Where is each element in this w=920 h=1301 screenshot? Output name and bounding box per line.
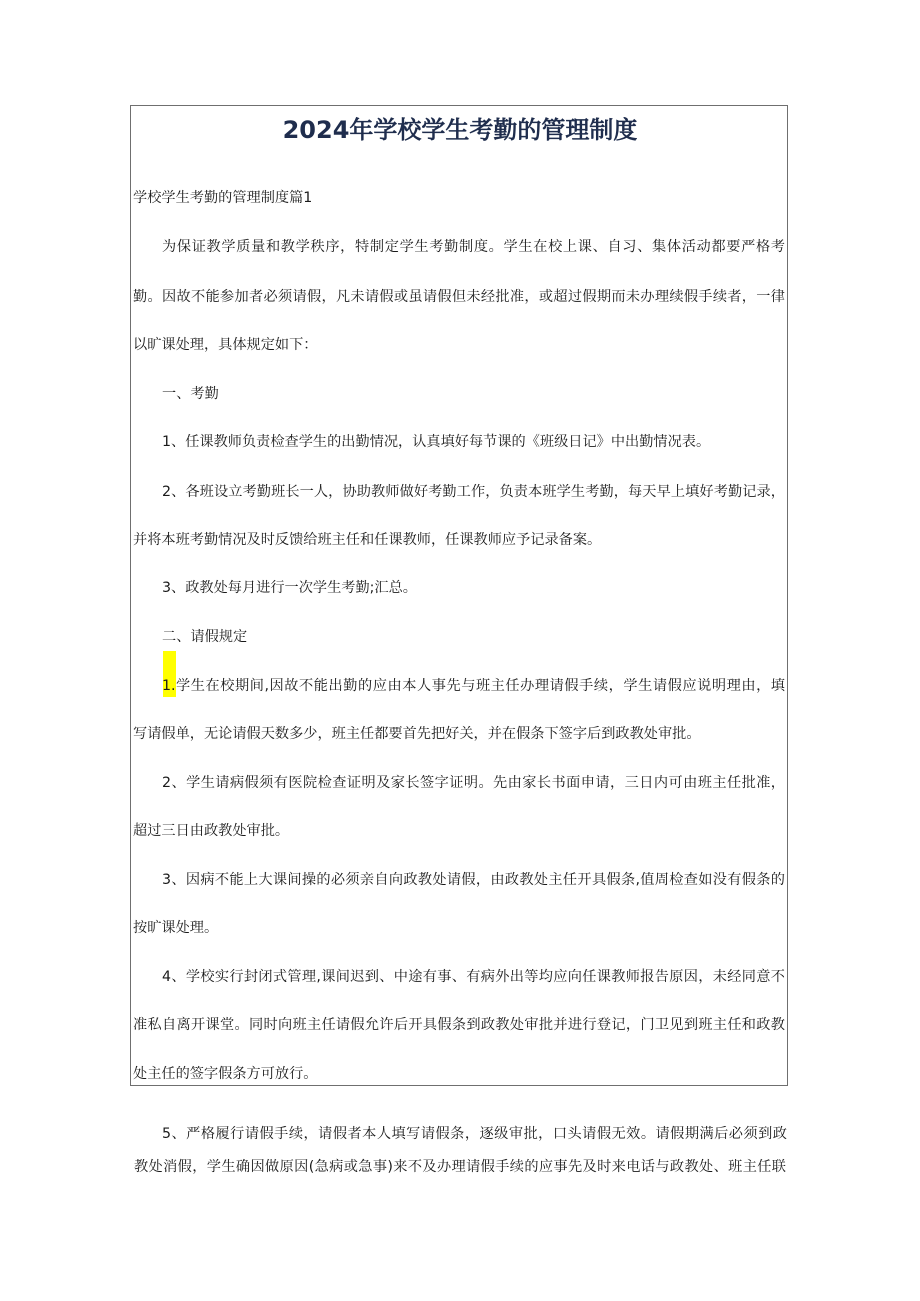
- part1-item-3: 3、政教处每月进行一次学生考勤;汇总。: [162, 580, 417, 596]
- part2-item-1-line-1: 学生在校期间,因故不能出勤的应由本人事先与班主任办理请假手续，学生请假应说明理由，填: [176, 678, 785, 694]
- intro-line-3: 以旷课处理，具体规定如下：: [133, 337, 318, 353]
- part2-item-1-number: 1.: [162, 678, 176, 694]
- part1-item-2-line-1: 2、各班设立考勤班长一人，协助教师做好考勤工作，负责本班学生考勤，每天早上填好考勤记录，: [162, 484, 785, 500]
- part2-item-2-line-2: 超过三日由政教处审批。: [133, 823, 290, 839]
- part1-heading: 一、考勤: [162, 386, 219, 402]
- part1-item-1: 1、任课教师负责检查学生的出勤情况，认真填好每节课的《班级日记》中出勤情况表。: [162, 434, 711, 450]
- part2-item-2-line-1: 2、学生请病假须有医院检查证明及家长签字证明。先由家长书面申请，三日内可由班主任批准，: [162, 775, 785, 791]
- part2-item-3-line-2: 按旷课处理。: [133, 920, 219, 936]
- part2-item-3-line-1: 3、因病不能上大课间操的必须亲自向政教处请假，由政教处主任开具假条,值周检查如没有假条的: [162, 872, 785, 888]
- intro-line-2: 勤。因故不能参加者必须请假，凡未请假或虽请假但未经批准，或超过假期而未办理续假手续者，一律: [133, 289, 785, 305]
- part2-item-4-line-2: 准私自离开课堂。同时向班主任请假允许后开具假条到政教处审批并进行登记，门卫见到班主任和政教: [133, 1017, 785, 1033]
- part2-item-5-line-1: 5、严格履行请假手续，请假者本人填写请假条，逐级审批，口头请假无效。请假期满后必须到政: [162, 1126, 787, 1142]
- intro-line-1: 为保证教学质量和教学秩序，特制定学生考勤制度。学生在校上课、自习、集体活动都要严格考: [162, 239, 785, 255]
- document-title: 2024年学校学生考勤的管理制度: [282, 116, 638, 144]
- part1-item-2-line-2: 并将本班考勤情况及时反馈给班主任和任课教师，任课教师应予记录备案。: [133, 532, 602, 548]
- part2-item-1-line-2: 写请假单，无论请假天数多少，班主任都要首先把好关，并在假条下签字后到政教处审批。: [133, 726, 701, 742]
- part2-item-4-line-3: 处主任的签字假条方可放行。: [133, 1066, 318, 1082]
- section-heading: 学校学生考勤的管理制度篇1: [133, 190, 313, 206]
- part2-item-4-line-1: 4、学校实行封闭式管理,课间迟到、中途有事、有病外出等均应向任课教师报告原因，未经同意不: [162, 969, 785, 985]
- part2-heading: 二、请假规定: [162, 629, 248, 645]
- part2-item-5-line-2: 教处消假，学生确因做原因(急病或急事)来不及办理请假手续的应事先及时来电话与政教处、班主任联: [134, 1159, 786, 1175]
